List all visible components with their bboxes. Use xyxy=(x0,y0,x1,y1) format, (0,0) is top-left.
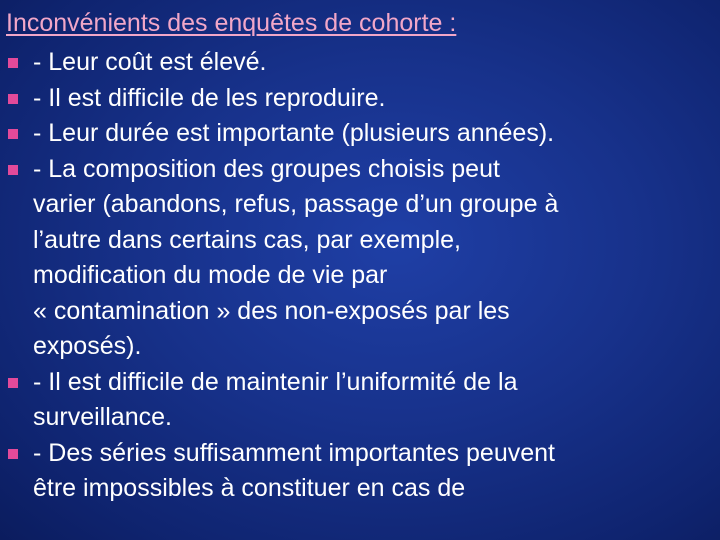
bullet-line: exposés). xyxy=(33,332,142,360)
bullet-line: « contamination » des non-exposés par les xyxy=(33,296,510,325)
bullet-item xyxy=(0,152,720,365)
bullet-line: - Il est difficile de les reproduire. xyxy=(33,83,386,112)
bullet-line: surveillance. xyxy=(33,403,172,431)
square-bullet-icon xyxy=(8,378,18,388)
bullet-item xyxy=(0,116,720,152)
square-bullet-icon xyxy=(8,449,18,459)
square-bullet-icon xyxy=(8,58,18,68)
bullet-item xyxy=(0,45,720,81)
bullet-line: - Leur durée est importante (plusieurs années). xyxy=(33,119,555,147)
bullet-line: - Leur coût est élevé. xyxy=(33,48,267,76)
bullet-item xyxy=(0,436,720,507)
bullet-line: - Il est difficile de maintenir l’uniformité de la xyxy=(33,367,518,396)
bullet-line: - La composition des groupes choisis peut xyxy=(33,154,500,183)
square-bullet-icon xyxy=(8,129,18,139)
bullet-list xyxy=(0,45,720,507)
bullet-item xyxy=(0,81,720,117)
square-bullet-icon xyxy=(8,94,18,104)
bullet-line: l’autre dans certains cas, par exemple, xyxy=(33,225,461,254)
square-bullet-icon xyxy=(8,165,18,175)
bullet-line: modification du mode de vie par xyxy=(33,261,388,289)
slide-title: Inconvénients des enquêtes de cohorte : xyxy=(6,9,457,37)
bullet-line: varier (abandons, refus, passage d’un groupe à xyxy=(33,190,559,218)
bullet-line: être impossibles à constituer en cas de xyxy=(33,474,466,502)
bullet-item xyxy=(0,365,720,436)
bullet-line: - Des séries suffisamment importantes peuvent xyxy=(33,438,555,467)
